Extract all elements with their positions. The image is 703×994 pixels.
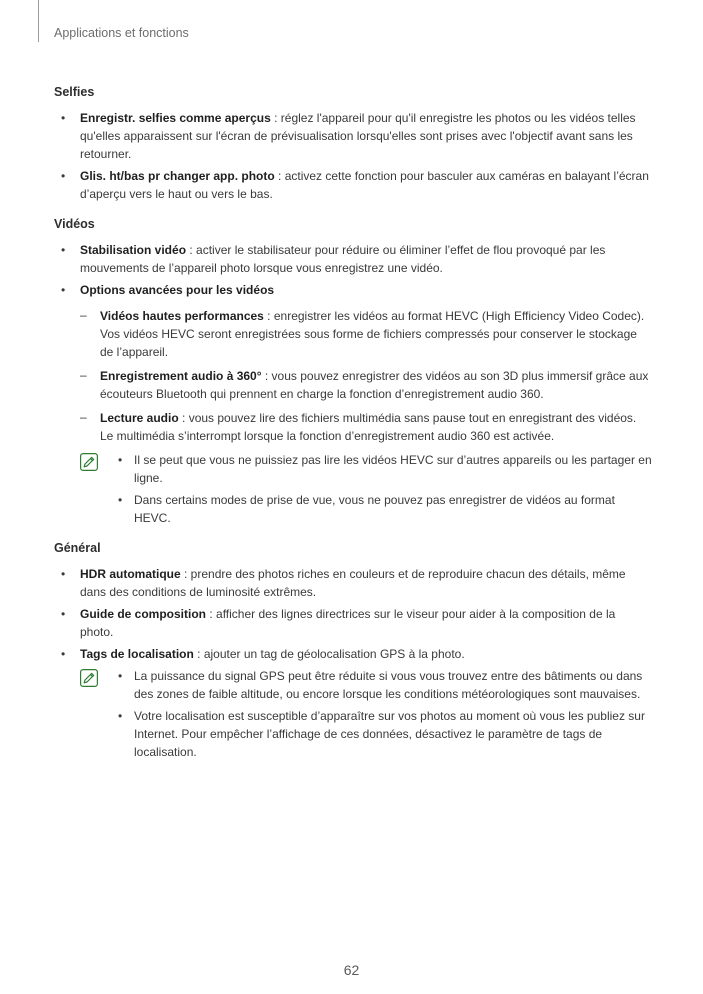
selfies-list <box>54 109 652 203</box>
page-header: Applications et fonctions <box>54 26 189 40</box>
note-pencil-icon <box>80 453 98 471</box>
bullet-glyph: • <box>118 709 123 723</box>
item-term: Glis. ht/bas pr changer app. photo <box>80 169 275 183</box>
bullet-glyph: • <box>61 283 66 297</box>
sub-list-item <box>80 367 652 403</box>
note-list <box>106 667 652 761</box>
bullet-glyph: • <box>61 607 66 621</box>
item-text: : ajouter un tag de géolocalisation GPS à la photo. <box>193 647 465 661</box>
header-rule <box>38 0 39 42</box>
bullet-glyph: • <box>61 169 66 183</box>
section-title-videos: Vidéos <box>54 217 95 231</box>
bullet-glyph: • <box>61 647 66 661</box>
note-item <box>106 491 652 527</box>
note-text: Il se peut que vous ne puissiez pas lire les vidéos HEVC sur d’autres appareils ou les partager en ligne. <box>134 453 652 485</box>
list-item <box>54 605 652 641</box>
item-text: : activer le stabilisateur pour réduire ou éliminer l’effet de flou provoqué par les mouvements de l’appareil photo lorsque vous enregistrez une vidéo. <box>80 243 606 275</box>
note-text: Dans certains modes de prise de vue, vous ne pouvez pas enregistrer de vidéos au format HEVC. <box>134 493 615 525</box>
sub-item-text: : vous pouvez enregistrer des vidéos au son 3D plus immersif grâce aux écouteurs Bluetooth qui prennent en charge la fonction d’enregistrement audio 360. <box>100 369 649 401</box>
sub-item-text: : vous pouvez lire des fichiers multimédia sans pause tout en enregistrant des vidéos. Le multimédia s’interrompt lorsque la fonction d’enregistrement audio 360 est activée. <box>100 411 637 443</box>
sub-item-text: : enregistrer les vidéos au format HEVC (High Efficiency Video Codec). Vos vidéos HEVC seront enregistrées sous forme de fichiers compressés pour conserver le stockage de l’appareil. <box>100 309 645 359</box>
item-term: Guide de composition <box>80 607 207 621</box>
bullet-glyph: • <box>118 669 123 683</box>
note-text: La puissance du signal GPS peut être réduite si vous vous trouvez entre des bâtiments ou dans des zones de faible altitude, ou encore lorsque les conditions météorologiques sont mauvaises. <box>134 669 643 701</box>
item-term: HDR automatique <box>80 567 181 581</box>
note-box-general <box>54 667 652 761</box>
item-text: : réglez l'appareil pour qu'il enregistre les photos ou les vidéos telles qu'elles apparaissent sur l'écran de prévisualisation lorsqu'elles sont prises avec l'objectif avant sans les retourner. <box>80 111 636 161</box>
bullet-glyph: • <box>61 111 66 125</box>
item-text: : afficher des lignes directrices sur le viseur pour aider à la composition de la photo. <box>80 607 616 639</box>
note-item <box>106 451 652 487</box>
list-item <box>54 645 652 663</box>
bullet-glyph: • <box>118 493 123 507</box>
bullet-glyph: • <box>118 453 123 467</box>
note-text: Votre localisation est susceptible d’apparaître sur vos photos au moment où vous les publiez sur Internet. Pour empêcher l’affichage de ces données, désactivez le paramètre de tags de localisation. <box>134 709 645 759</box>
bullet-glyph: • <box>61 567 66 581</box>
list-item <box>54 109 652 163</box>
section-title-general: Général <box>54 541 101 555</box>
general-list <box>54 565 652 663</box>
list-item <box>54 281 652 445</box>
list-item <box>54 241 652 277</box>
note-list <box>106 451 652 527</box>
videos-list <box>54 241 652 445</box>
sub-list-item <box>80 409 652 445</box>
sub-item-term: Enregistrement audio à 360° <box>100 369 262 383</box>
item-term: Stabilisation vidéo <box>80 243 187 257</box>
item-text: : prendre des photos riches en couleurs et de reproduire chacun des détails, même dans des conditions de luminosité extrêmes. <box>80 567 626 599</box>
page-number: 62 <box>343 962 360 978</box>
advanced-video-options-list <box>80 307 652 445</box>
note-item <box>106 707 652 761</box>
sub-list-item <box>80 307 652 361</box>
note-pencil-icon <box>80 669 98 687</box>
sub-item-term: Vidéos hautes performances <box>100 309 264 323</box>
section-title-selfies: Selfies <box>54 85 95 99</box>
dash-glyph: – <box>80 308 87 322</box>
bullet-glyph: • <box>61 243 66 257</box>
note-item <box>106 667 652 703</box>
list-item <box>54 565 652 601</box>
item-term: Tags de localisation <box>80 647 194 661</box>
list-item <box>54 167 652 203</box>
note-box-videos <box>54 451 652 527</box>
item-text: : activez cette fonction pour basculer aux caméras en balayant l’écran d’aperçu vers le haut ou vers le bas. <box>80 169 649 201</box>
item-term: Enregistr. selfies comme aperçus <box>80 111 271 125</box>
item-term: Options avancées pour les vidéos <box>80 283 275 297</box>
dash-glyph: – <box>80 368 87 382</box>
page-content <box>54 83 652 771</box>
dash-glyph: – <box>80 410 87 424</box>
sub-item-term: Lecture audio <box>100 411 179 425</box>
